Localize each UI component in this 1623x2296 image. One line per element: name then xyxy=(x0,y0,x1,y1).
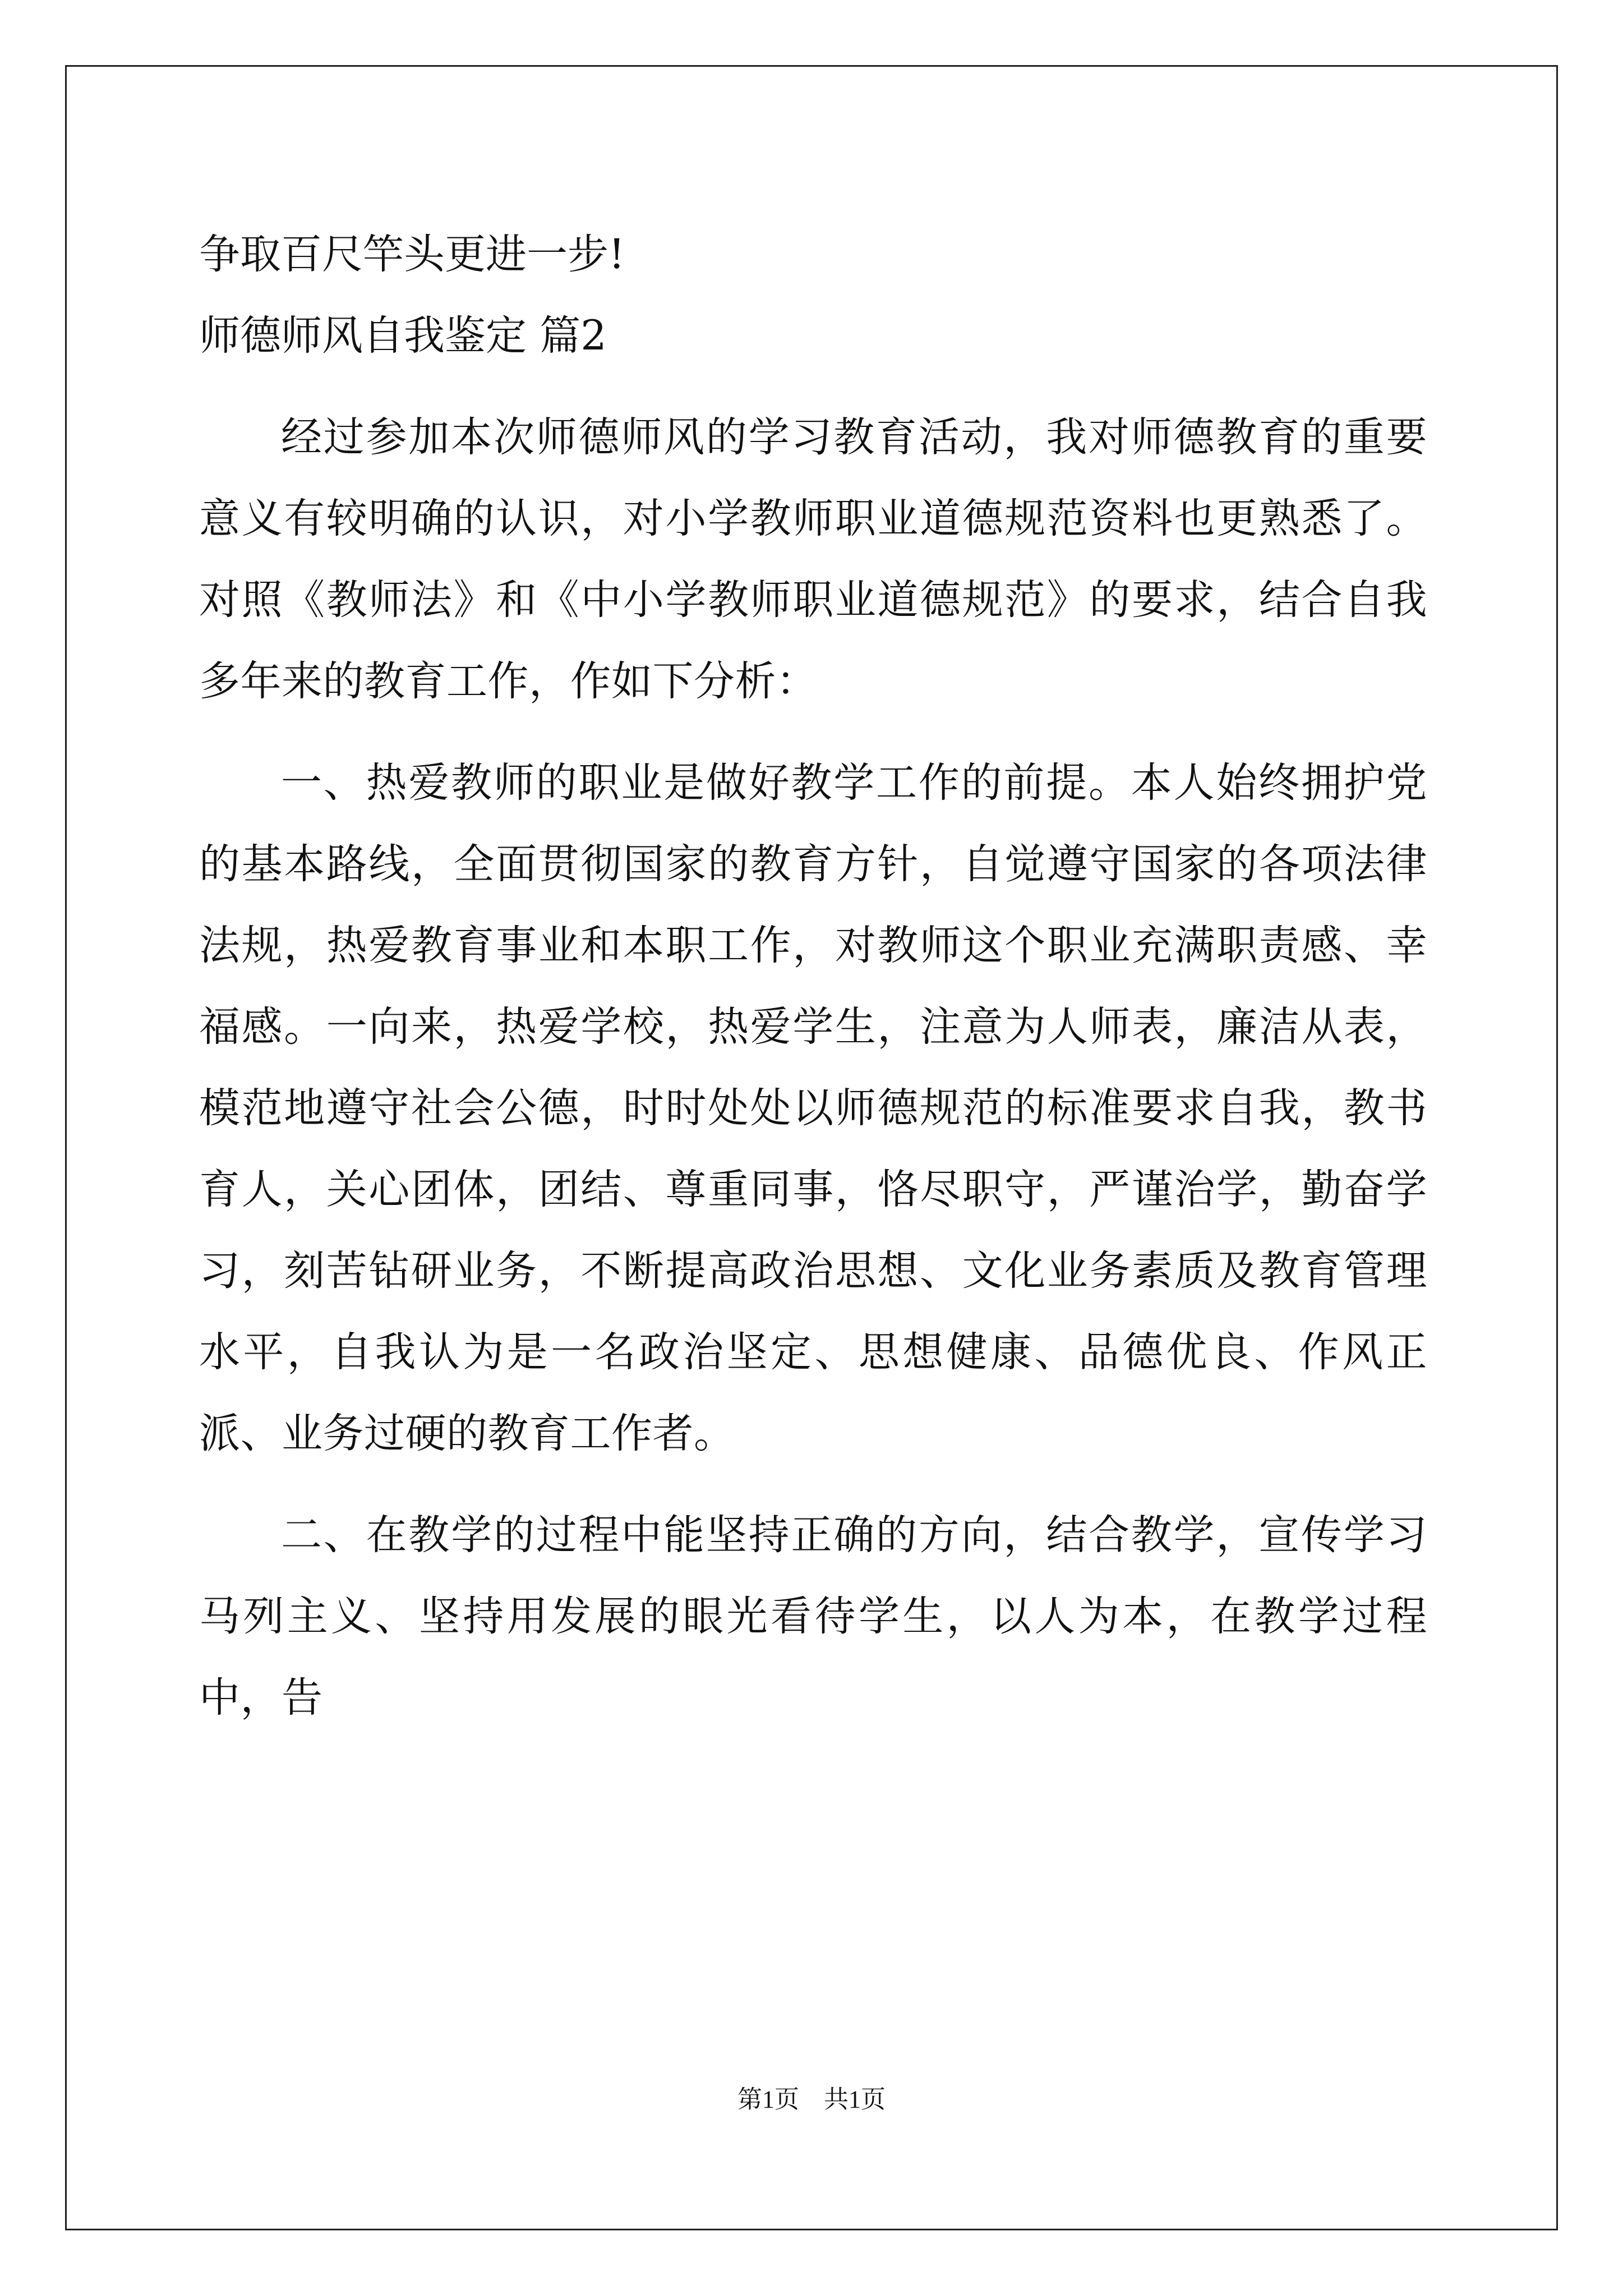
paragraph-intro: 经过参加本次师德师风的学习教育活动，我对师德教育的重要意义有较明确的认识，对小学教师职业道德规范资料也更熟悉了。对照《教师法》和《中小学教师职业道德规范》的要求，结合自我多年来的教育工作，作如下分析： xyxy=(199,413,1427,705)
section-heading: 师德师风自我鉴定 篇2 xyxy=(199,312,607,360)
document-body xyxy=(199,214,1427,1738)
page-number-footer: 第1页 共1页 xyxy=(737,2086,886,2113)
continuation-line: 争取百尺竿头更进一步! xyxy=(199,231,625,278)
paragraph-point-two: 二、在教学的过程中能坚持正确的方向，结合教学，宣传学习马列主义、坚持用发展的眼光看待学生，以人为本，在教学过程中，告 xyxy=(199,1511,1427,1722)
paragraph-point-one: 一、热爱教师的职业是做好教学工作的前提。本人始终拥护党的基本路线，全面贯彻国家的教育方针，自觉遵守国家的各项法律法规，热爱教育事业和本职工作，对教师这个职业充满职责感、幸福感。一向来，热爱学校，热爱学生，注意为人师表，廉洁从表，模范地遵守社会公德，时时处处以师德规范的标准要求自我，教书育人，关心团体，团结、尊重同事，恪尽职守，严谨治学，勤奋学习，刻苦钻研业务，不断提高政治思想、文化业务素质及教育管理水平，自我认为是一名政治坚定、思想健康、品德优良、作风正派、业务过硬的教育工作者。 xyxy=(199,759,1427,1457)
